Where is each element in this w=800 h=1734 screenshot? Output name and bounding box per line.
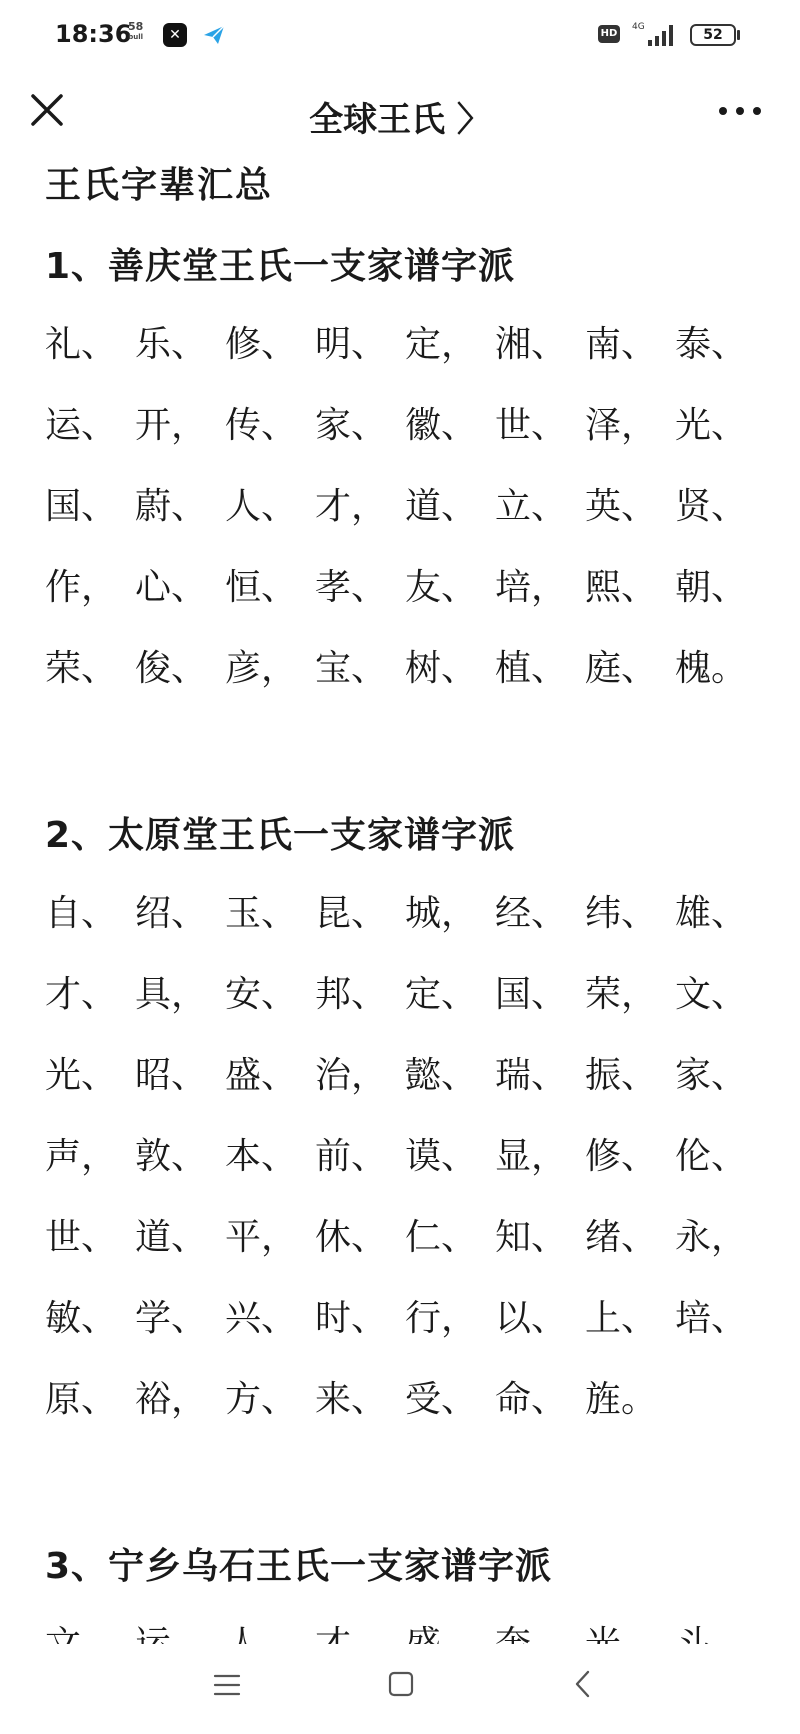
generation-char: 方、 bbox=[225, 1379, 298, 1420]
generation-char: 光、 bbox=[45, 1055, 118, 1096]
generation-characters bbox=[45, 304, 765, 709]
generation-char: 本、 bbox=[225, 1136, 298, 1177]
generation-char: 才、 bbox=[45, 974, 118, 1015]
generation-char: 敦、 bbox=[135, 1136, 208, 1177]
section-heading: 2、太原堂王氏一支家谱字派 bbox=[45, 815, 516, 856]
generation-char: 心、 bbox=[135, 567, 208, 608]
badge-58-top: 58 bbox=[128, 20, 144, 33]
generation-char: 纬、 bbox=[585, 893, 658, 934]
generation-char: 邦、 bbox=[315, 974, 388, 1015]
generation-char: 乐、 bbox=[135, 324, 208, 365]
generation-char: 文、 bbox=[675, 974, 748, 1015]
generation-char: 树、 bbox=[405, 648, 478, 689]
generation-char: 光、 bbox=[675, 405, 748, 446]
svg-text:4G: 4G bbox=[632, 22, 645, 32]
generation-char: 修、 bbox=[225, 324, 298, 365]
generation-char: 声， bbox=[45, 1136, 118, 1177]
generation-char: 平， bbox=[225, 1217, 298, 1258]
generation-characters bbox=[45, 873, 765, 1440]
generation-char: 受、 bbox=[405, 1379, 478, 1420]
generation-char: 南、 bbox=[585, 324, 658, 365]
section-spacer bbox=[45, 1440, 765, 1524]
status-bar bbox=[0, 0, 800, 70]
generation-char: 徽、 bbox=[405, 405, 478, 446]
lineage-section bbox=[45, 793, 765, 1524]
generation-char: 懿、 bbox=[405, 1055, 478, 1096]
generation-char: 敏、 bbox=[45, 1298, 118, 1339]
article-title: 王氏字辈汇总 bbox=[45, 165, 274, 206]
generation-char: 礼、 bbox=[45, 324, 118, 365]
generation-char: 孝、 bbox=[315, 567, 388, 608]
generation-char: 定， bbox=[405, 324, 478, 365]
generation-char: 运、 bbox=[45, 405, 118, 446]
generation-char: 蔚、 bbox=[135, 486, 208, 527]
generation-char: 国、 bbox=[495, 974, 568, 1015]
generation-char: 玉、 bbox=[225, 893, 298, 934]
generation-char: 家、 bbox=[315, 405, 388, 446]
generation-char: 荣、 bbox=[45, 648, 118, 689]
generation-char: 道、 bbox=[135, 1217, 208, 1258]
generation-char: 时、 bbox=[315, 1298, 388, 1339]
generation-char: 命、 bbox=[495, 1379, 568, 1420]
generation-char: 原、 bbox=[45, 1379, 118, 1420]
back-chevron-icon[interactable] bbox=[568, 1668, 598, 1700]
article-content bbox=[45, 160, 765, 1685]
account-title-link[interactable]: 全球王氏 〉 bbox=[309, 100, 491, 140]
generation-char: 才， bbox=[315, 486, 388, 527]
menu-icon[interactable] bbox=[212, 1672, 242, 1698]
generation-char: 世、 bbox=[495, 405, 568, 446]
generation-char: 道、 bbox=[405, 486, 478, 527]
generation-char: 自、 bbox=[45, 893, 118, 934]
generation-char: 绪、 bbox=[585, 1217, 658, 1258]
generation-char: 友、 bbox=[405, 567, 478, 608]
badge-58-bottom: bull bbox=[128, 33, 144, 41]
generation-char: 上、 bbox=[585, 1298, 658, 1339]
generation-char: 泰、 bbox=[675, 324, 748, 365]
generation-char: 彦， bbox=[225, 648, 298, 689]
generation-char: 朝、 bbox=[675, 567, 748, 608]
generation-char: 定、 bbox=[405, 974, 478, 1015]
generation-char: 谟、 bbox=[405, 1136, 478, 1177]
generation-char: 前、 bbox=[315, 1136, 388, 1177]
generation-char: 具， bbox=[135, 974, 208, 1015]
hd-icon: HD bbox=[598, 25, 620, 43]
generation-char: 英、 bbox=[585, 486, 658, 527]
system-navigation-bar bbox=[0, 1644, 800, 1734]
generation-char: 仁、 bbox=[405, 1217, 478, 1258]
lineage-section bbox=[45, 224, 765, 793]
generation-char: 传、 bbox=[225, 405, 298, 446]
generation-char: 显， bbox=[495, 1136, 568, 1177]
generation-char: 昆、 bbox=[315, 893, 388, 934]
generation-char: 立、 bbox=[495, 486, 568, 527]
generation-char: 昭、 bbox=[135, 1055, 208, 1096]
generation-char: 恒、 bbox=[225, 567, 298, 608]
generation-char: 俊、 bbox=[135, 648, 208, 689]
generation-char: 庭、 bbox=[585, 648, 658, 689]
generation-char: 经、 bbox=[495, 893, 568, 934]
generation-char: 城， bbox=[405, 893, 478, 934]
generation-char: 雄、 bbox=[675, 893, 748, 934]
generation-char: 学、 bbox=[135, 1298, 208, 1339]
battery-tip bbox=[737, 30, 740, 40]
capcut-app-icon: ✕ bbox=[163, 23, 187, 47]
sections-container bbox=[45, 224, 765, 1685]
generation-char: 瑞、 bbox=[495, 1055, 568, 1096]
generation-char: 宝、 bbox=[315, 648, 388, 689]
generation-char: 知、 bbox=[495, 1217, 568, 1258]
generation-char: 开， bbox=[135, 405, 208, 446]
generation-char: 作， bbox=[45, 567, 118, 608]
generation-char: 槐。 bbox=[675, 648, 748, 689]
signal-icon bbox=[630, 20, 680, 48]
generation-char: 荣， bbox=[585, 974, 658, 1015]
section-heading: 1、善庆堂王氏一支家谱字派 bbox=[45, 246, 516, 287]
generation-char: 绍、 bbox=[135, 893, 208, 934]
generation-char: 伦、 bbox=[675, 1136, 748, 1177]
generation-char: 培、 bbox=[675, 1298, 748, 1339]
generation-char: 湘、 bbox=[495, 324, 568, 365]
generation-char: 国、 bbox=[45, 486, 118, 527]
generation-char: 安、 bbox=[225, 974, 298, 1015]
generation-char: 振、 bbox=[585, 1055, 658, 1096]
generation-char: 以、 bbox=[495, 1298, 568, 1339]
section-spacer bbox=[45, 709, 765, 793]
generation-char: 世、 bbox=[45, 1217, 118, 1258]
generation-char: 家、 bbox=[675, 1055, 748, 1096]
generation-char: 熙、 bbox=[585, 567, 658, 608]
generation-char: 明、 bbox=[315, 324, 388, 365]
generation-char: 永， bbox=[675, 1217, 748, 1258]
generation-char: 治， bbox=[315, 1055, 388, 1096]
generation-char: 休、 bbox=[315, 1217, 388, 1258]
generation-char: 兴、 bbox=[225, 1298, 298, 1339]
section-heading: 3、宁乡乌石王氏一支家谱字派 bbox=[45, 1546, 553, 1587]
generation-char: 来、 bbox=[315, 1379, 388, 1420]
battery-icon: 52 bbox=[690, 24, 736, 46]
generation-char: 泽， bbox=[585, 405, 658, 446]
more-horizontal-icon[interactable] bbox=[715, 96, 765, 126]
home-square-icon[interactable] bbox=[387, 1670, 415, 1698]
generation-char: 培， bbox=[495, 567, 568, 608]
generation-char: 贤、 bbox=[675, 486, 748, 527]
generation-char: 修、 bbox=[585, 1136, 658, 1177]
status-time: 18:36 bbox=[55, 20, 132, 48]
generation-char: 植、 bbox=[495, 648, 568, 689]
top-nav-bar bbox=[0, 70, 800, 160]
generation-char: 裕， bbox=[135, 1379, 208, 1420]
generation-char: 人、 bbox=[225, 486, 298, 527]
generation-char: 盛、 bbox=[225, 1055, 298, 1096]
generation-char: 旌。 bbox=[585, 1379, 658, 1420]
generation-char: 行， bbox=[405, 1298, 478, 1339]
app-58-badge-icon bbox=[128, 22, 143, 42]
paper-plane-app-icon bbox=[201, 22, 227, 48]
